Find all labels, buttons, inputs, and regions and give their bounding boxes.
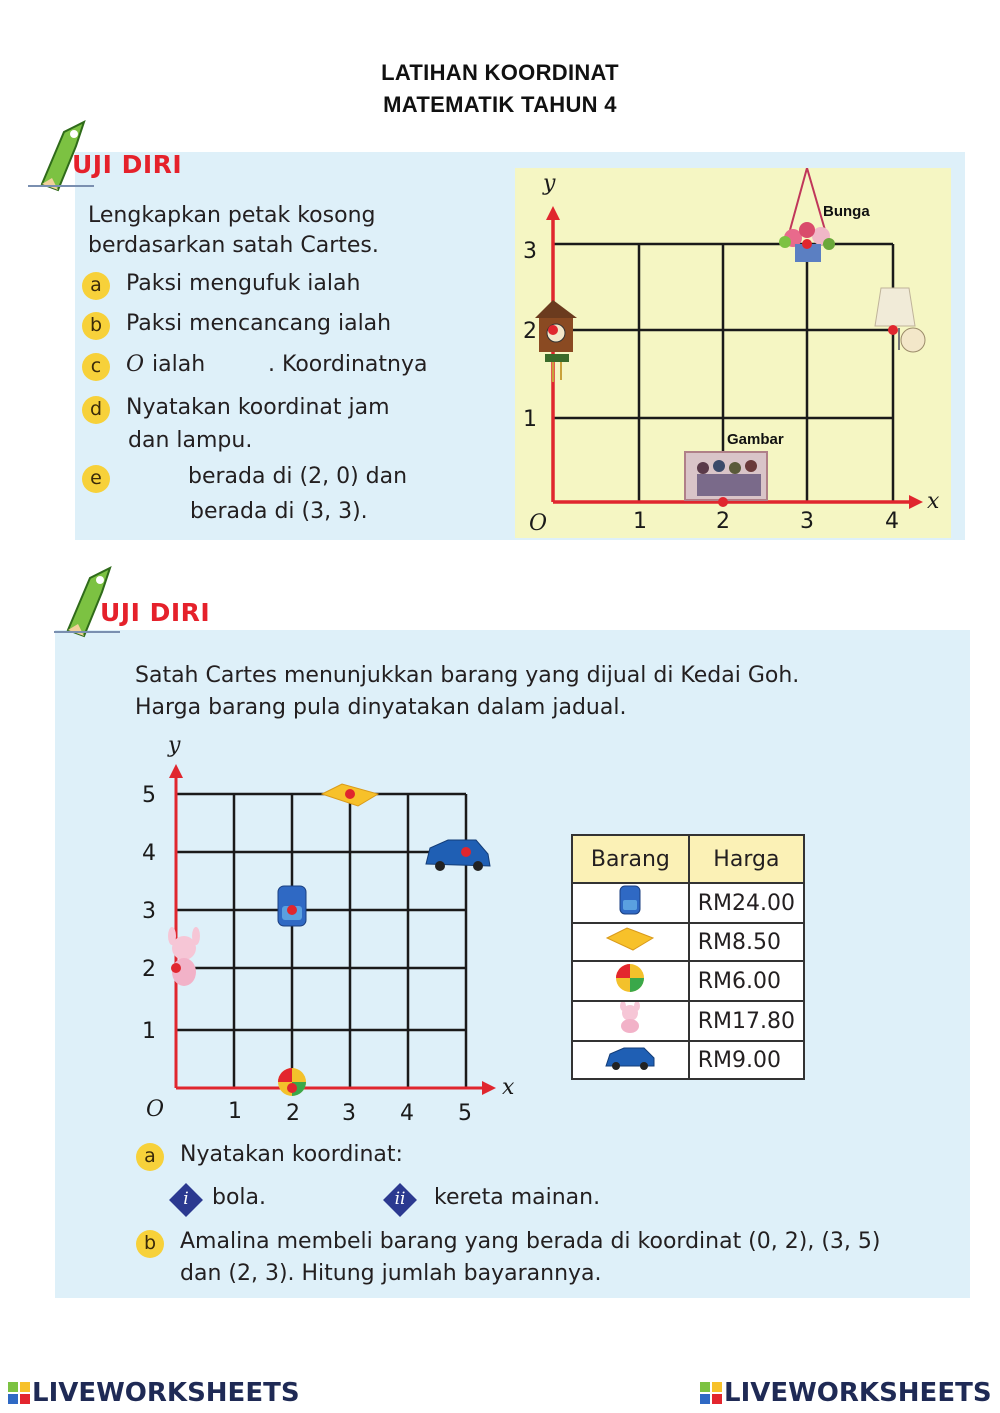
- footer-brand-right: LIVEWORKSHEETS: [724, 1378, 992, 1408]
- price-cell: RM8.50: [689, 923, 804, 961]
- y2-tick-4: 4: [142, 841, 156, 866]
- cartesian-graph-1: [515, 168, 951, 538]
- s1-item-d-line2: dan lampu.: [128, 428, 253, 453]
- table-row: [572, 883, 804, 923]
- badge-b: b: [82, 312, 110, 340]
- badge-a: a: [82, 272, 110, 300]
- s1-item-e-line2: berada di (3, 3).: [190, 499, 368, 524]
- y-tick-1: 1: [523, 407, 537, 432]
- s2-intro-line1: Satah Cartes menunjukkan barang yang dijual di Kedai Goh.: [135, 663, 800, 688]
- label-i: i: [183, 1189, 189, 1209]
- x-tick-3: 3: [800, 509, 814, 534]
- s1-intro-line2: berdasarkan satah Cartes.: [88, 233, 379, 258]
- badge-a-2: a: [136, 1143, 164, 1171]
- table-row: [572, 923, 804, 961]
- price-cell: RM17.80: [689, 1001, 804, 1041]
- picture-frame-icon: [685, 452, 767, 500]
- badge-b-2: b: [136, 1230, 164, 1258]
- x-tick-2: 2: [716, 509, 730, 534]
- x2-tick-5: 5: [458, 1101, 472, 1126]
- col-header-barang: Barang: [572, 835, 689, 883]
- footer-brand-left: LIVEWORKSHEETS: [32, 1378, 300, 1408]
- label-bunga: Bunga: [823, 203, 870, 220]
- y2-tick-2: 2: [142, 957, 156, 982]
- s1-item-c-koordinat: . Koordinatnya: [268, 352, 428, 377]
- uji-diri-text: UJI DIRI: [72, 150, 183, 179]
- origin-label: O: [529, 511, 548, 536]
- footer-logo-right: [700, 1378, 992, 1408]
- x2-tick-1: 1: [228, 1099, 242, 1124]
- table-row: [572, 961, 804, 1001]
- car-icon: [426, 840, 490, 871]
- footer-logo-left: [8, 1378, 300, 1408]
- col-header-harga: Harga: [689, 835, 804, 883]
- doll-icon: [168, 927, 200, 986]
- y-axis-label: y: [543, 171, 556, 196]
- price-cell: RM6.00: [689, 961, 804, 1001]
- table-row: [572, 1041, 804, 1079]
- s2-question-a-i: bola.: [212, 1185, 267, 1210]
- label-gambar: Gambar: [727, 431, 784, 448]
- s1-item-a: Paksi mengufuk ialah: [126, 271, 361, 296]
- liveworksheets-logo-icon: [8, 1382, 30, 1404]
- ball-icon: [572, 961, 689, 1001]
- x2-tick-2: 2: [286, 1101, 300, 1126]
- badge-d: d: [82, 396, 110, 424]
- x-tick-4: 4: [885, 509, 899, 534]
- backpack-icon: [572, 883, 689, 923]
- s2-question-a: Nyatakan koordinat:: [180, 1142, 403, 1167]
- sponge-icon: [572, 923, 689, 961]
- car-icon: [572, 1041, 689, 1079]
- worksheet-title: LATIHAN KOORDINAT: [381, 60, 619, 85]
- price-cell: RM24.00: [689, 883, 804, 923]
- badge-c: c: [82, 353, 110, 381]
- label-ii: ii: [394, 1189, 406, 1209]
- x2-tick-4: 4: [400, 1101, 414, 1126]
- y2-tick-5: 5: [142, 783, 156, 808]
- s2-question-b-line1: Amalina membeli barang yang berada di koordinat (0, 2), (3, 5): [180, 1229, 881, 1254]
- price-table: [571, 834, 805, 1080]
- x-tick-1: 1: [633, 509, 647, 534]
- y2-tick-1: 1: [142, 1019, 156, 1044]
- s1-item-c-ialah: ialah: [152, 352, 206, 377]
- y2-tick-3: 3: [142, 899, 156, 924]
- x-axis-label-2: x: [502, 1075, 515, 1100]
- x-axis-label: x: [927, 489, 940, 514]
- s1-intro-line1: Lengkapkan petak kosong: [88, 203, 376, 228]
- y-tick-2: 2: [523, 319, 537, 344]
- price-cell: RM9.00: [689, 1041, 804, 1079]
- y-axis-label-2: y: [168, 733, 181, 758]
- s2-intro-line2: Harga barang pula dinyatakan dalam jadual.: [135, 695, 627, 720]
- x2-tick-3: 3: [342, 1101, 356, 1126]
- s1-item-c-origin: O: [126, 352, 145, 377]
- s2-question-b-line2: dan (2, 3). Hitung jumlah bayarannya.: [180, 1261, 602, 1286]
- y-tick-3: 3: [523, 239, 537, 264]
- origin-label-2: O: [146, 1097, 165, 1122]
- doll-icon: [572, 1001, 689, 1041]
- cartesian-graph-2: [130, 730, 530, 1130]
- table-row: [572, 1001, 804, 1041]
- s1-item-e-line1: berada di (2, 0) dan: [188, 464, 408, 489]
- worksheet-subtitle: MATEMATIK TAHUN 4: [383, 92, 617, 117]
- s1-item-b: Paksi mencancang ialah: [126, 311, 392, 336]
- s2-question-a-ii: kereta mainan.: [434, 1185, 601, 1210]
- uji-diri-text-2: UJI DIRI: [100, 598, 211, 627]
- s1-item-d-line1: Nyatakan koordinat jam: [126, 395, 390, 420]
- badge-e: e: [82, 465, 110, 493]
- liveworksheets-logo-icon: [700, 1382, 722, 1404]
